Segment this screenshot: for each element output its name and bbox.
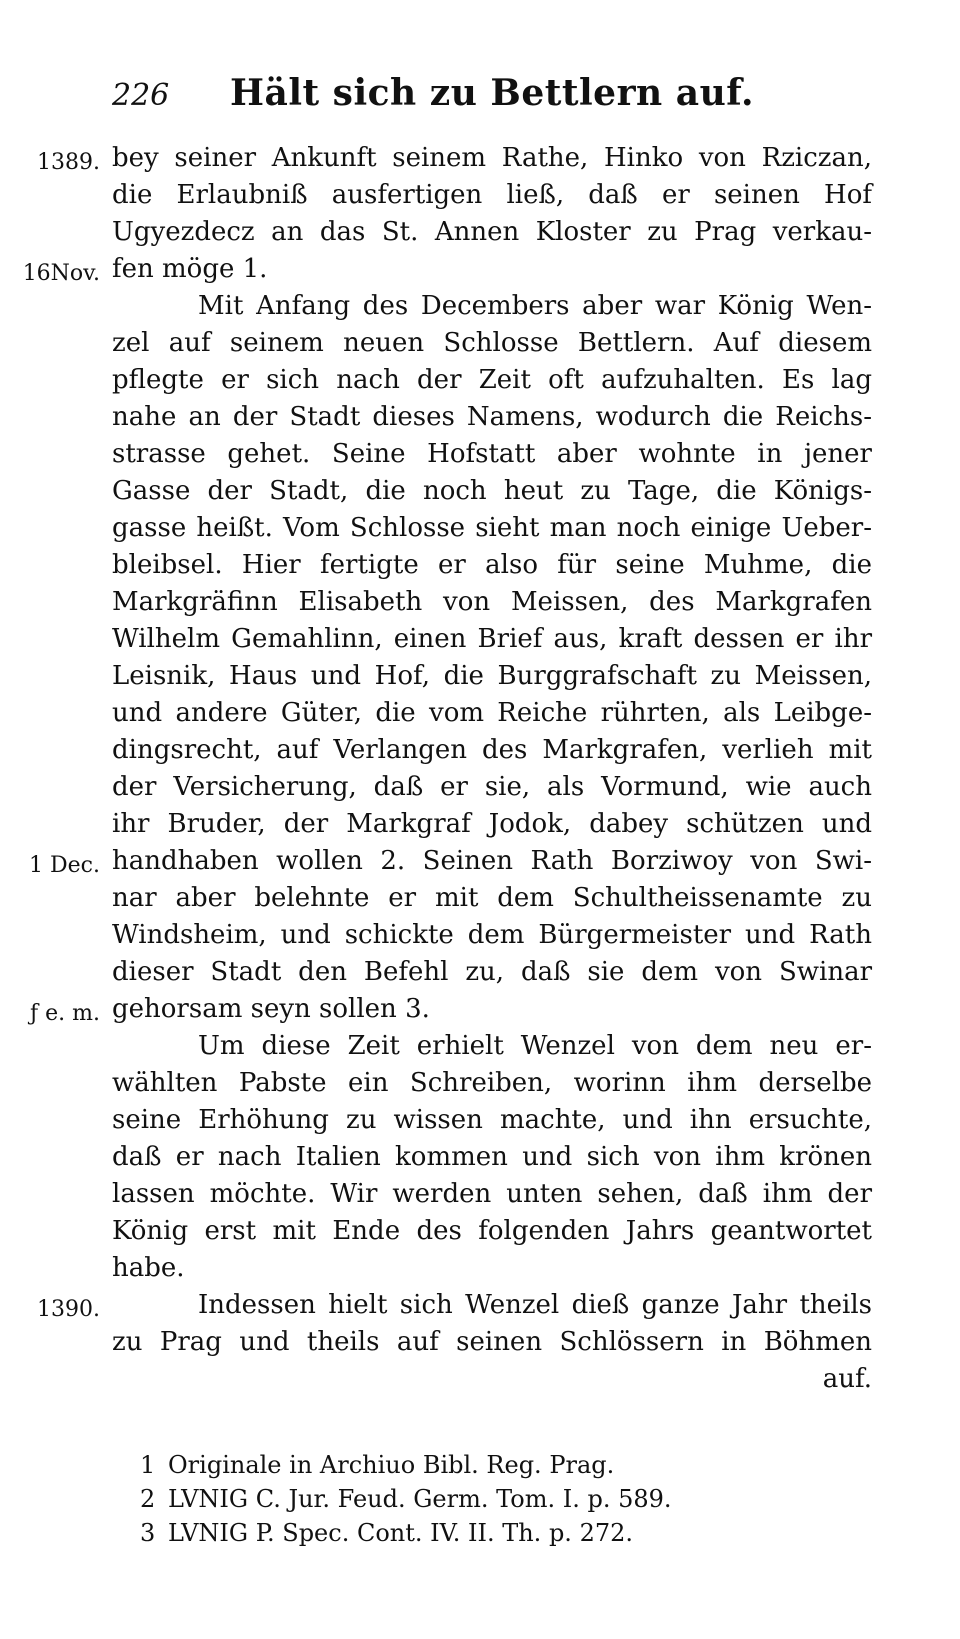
- text-line: wählten Pabste ein Schreiben, worinn ihm derselbe: [112, 1068, 872, 1098]
- text-line: lassen möchte. Wir werden unten sehen, daß ihm der: [112, 1179, 872, 1209]
- text-line: Mit Anfang des Decembers aber war König Wen-: [198, 291, 872, 321]
- text-line: ihr Bruder, der Markgraf Jodok, dabey schützen und: [112, 809, 872, 839]
- text-line: bleibsel. Hier fertigte er also für seine Muhme, die: [112, 550, 872, 580]
- text-line: Leisnik, Haus und Hof, die Burggrafschaft zu Meissen,: [112, 661, 872, 691]
- footnote: [140, 1516, 840, 1550]
- text-line: Wilhelm Gemahlinn, einen Brief aus, kraft dessen er ihr: [112, 624, 872, 654]
- footnote: [140, 1448, 840, 1482]
- page-number: 226: [112, 78, 170, 113]
- footnote: [140, 1482, 840, 1516]
- text-line: König erst mit Ende des folgenden Jahrs geantwortet: [112, 1216, 872, 1246]
- text-line: Windsheim, und schickte dem Bürgermeister und Rath: [112, 920, 872, 950]
- text-line: die Erlaubniß ausfertigen ließ, daß er seinen Hof: [112, 180, 872, 210]
- text-line: nar aber belehnte er mit dem Schultheissenamte zu: [112, 883, 872, 913]
- text-line: gasse heißt. Vom Schlosse sieht man noch einige Ueber-: [112, 513, 872, 543]
- body-text: [22, 140, 872, 1398]
- text-line: ƒ e. m. gehorsam seyn sollen 3.: [112, 991, 872, 1028]
- margin-note: 16Nov.: [22, 261, 100, 286]
- running-title: Hält sich zu Bettlern auf.: [230, 72, 754, 114]
- text-line: dingsrecht, auf Verlangen des Markgrafen, verlieh mit: [112, 735, 872, 765]
- text-line: strasse gehet. Seine Hofstatt aber wohnte in jener: [112, 439, 872, 469]
- margin-note: 1 Dec.: [29, 853, 100, 878]
- footnote-text: LVNIG C. Jur. Feud. Germ. Tom. I. p. 589.: [168, 1485, 672, 1513]
- page-header: [112, 72, 872, 122]
- footnote-text: LVNIG P. Spec. Cont. IV. II. Th. p. 272.: [168, 1519, 633, 1547]
- text-line: und andere Güter, die vom Reiche rührten, als Leibge-: [112, 698, 872, 728]
- text-line: zel auf seinem neuen Schlosse Bettlern. Auf diesem: [112, 328, 872, 358]
- text-line: 1 Dec. handhaben wollen 2. Seinen Rath Borziwoy von Swi-: [112, 843, 872, 880]
- text-line: Ugyezdecz an das St. Annen Kloster zu Prag verkau-: [112, 217, 872, 247]
- text-line: zu Prag und theils auf seinen Schlössern in Böhmen: [112, 1327, 872, 1357]
- text-line: Um diese Zeit erhielt Wenzel von dem neu er-: [198, 1031, 872, 1061]
- footnote-number: 2: [140, 1485, 156, 1513]
- text-line: Markgräfinn Elisabeth von Meissen, des Markgrafen: [112, 587, 872, 617]
- text-line: der Versicherung, daß er sie, als Vormund, wie auch: [112, 772, 872, 802]
- margin-note: ƒ e. m.: [30, 1001, 100, 1026]
- text-line: 1390. Indessen hielt sich Wenzel dieß ganze Jahr theils: [112, 1287, 872, 1324]
- text-line: Gasse der Stadt, die noch heut zu Tage, die Königs-: [112, 476, 872, 506]
- footnote-number: 3: [140, 1519, 156, 1547]
- text-line: nahe an der Stadt dieses Namens, wodurch die Reichs-: [112, 402, 872, 432]
- text-line: seine Erhöhung zu wissen machte, und ihn ersuchte,: [112, 1105, 872, 1135]
- text-line: daß er nach Italien kommen und sich von ihm krönen: [112, 1142, 872, 1172]
- footnote-text: Originale in Archiuo Bibl. Reg. Prag.: [168, 1451, 615, 1479]
- text-line: habe.: [112, 1253, 185, 1283]
- text-line: dieser Stadt den Befehl zu, daß sie dem von Swinar: [112, 957, 872, 987]
- margin-note: 1390.: [37, 1297, 100, 1322]
- text-line: pflegte er sich nach der Zeit oft aufzuhalten. Es lag: [112, 365, 872, 395]
- catchword: auf.: [822, 1364, 872, 1394]
- margin-note: 1389.: [37, 150, 100, 175]
- footnote-number: 1: [140, 1451, 156, 1479]
- text-line: 1389. bey seiner Ankunft seinem Rathe, Hinko von Rziczan,: [112, 140, 872, 177]
- footnotes: [140, 1448, 840, 1550]
- text-line: 16Nov. fen möge 1.: [112, 251, 872, 288]
